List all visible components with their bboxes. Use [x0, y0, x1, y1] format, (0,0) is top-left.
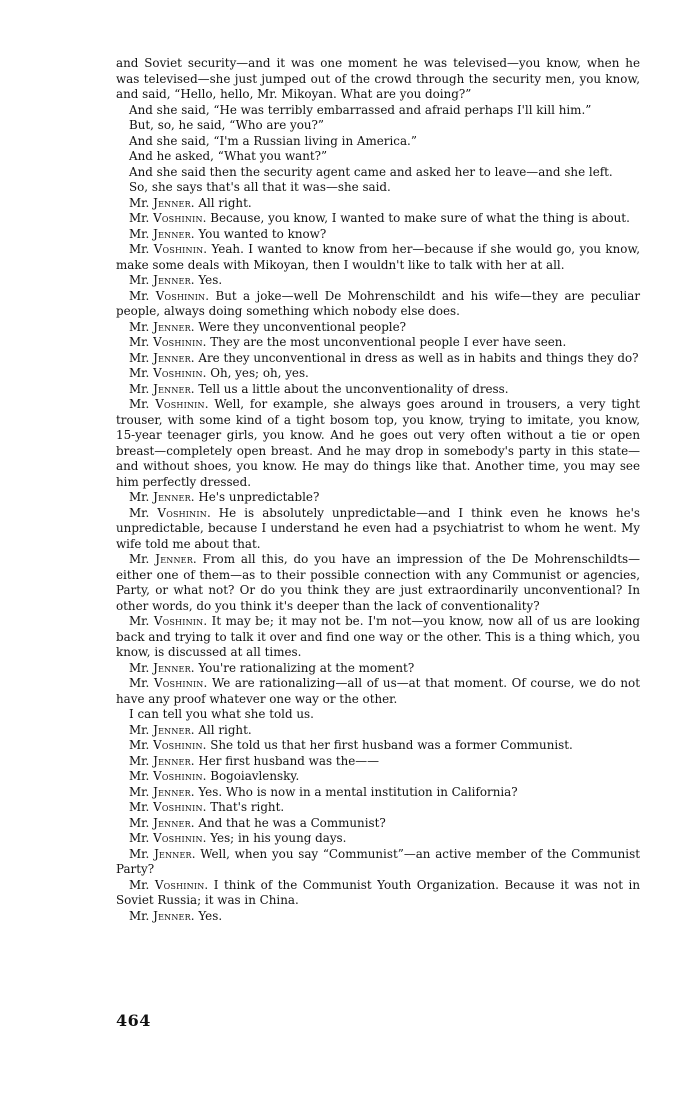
paragraph-text: He's unpredictable?	[198, 490, 320, 504]
speaker-name: Voshinin	[153, 242, 204, 256]
paragraph-text: Were they unconventional people?	[198, 319, 407, 334]
narrative-paragraph	[116, 707, 640, 723]
testimony-paragraph: Mr. Voshinin. Bogoiavlensky.	[129, 769, 300, 783]
testimony-paragraph: Mr. Voshinin. She told us that her first husband was a former Communist.	[129, 738, 573, 752]
paragraph-text: They are the most unconventional people I ever have seen.	[210, 335, 567, 349]
paragraph-text: Yes; in his young days.	[210, 831, 347, 845]
speaker-name: Voshinin	[155, 397, 205, 411]
speaker-name: Voshinin	[153, 738, 203, 752]
paragraph-text: All right.	[198, 195, 252, 210]
paragraph-text: Yes. Who is now in a mental institution in California?	[198, 784, 518, 799]
paragraph-text: Are they unconventional in dress as well as in habits and things they do?	[198, 350, 639, 365]
speaker-name: Jenner	[153, 815, 191, 830]
paragraph-text: From all this, do you have an impression of the De Mohrenschildts—either one of them—as to their possible connection with any Communist or agencies, Party, or what not? Or do you think they are just extraordinarily unconventional? In other words, do you think it's deeper than the lack of conventionality?	[116, 552, 640, 613]
paragraph-text: and Soviet security—and it was one moment he was televised—you know, when he was televised—she just jumped out of the crowd through the security men, you know, and said, “Hello, hello, Mr. Mikoyan. What are you doing?”	[116, 56, 640, 101]
speaker-name: Jenner	[153, 319, 191, 334]
paragraph-text: But, so, he said, “Who are you?”	[129, 118, 324, 132]
paragraph-text: We are rationalizing—all of us—at that moment. Of course, we do not have any proof whatever one way or the other.	[116, 676, 640, 706]
testimony-paragraph: Mr. Voshinin. Oh, yes; oh, yes.	[129, 366, 309, 380]
paragraph-text: Well, when you say “Communist”—an active member of the Communist Party?	[116, 846, 640, 876]
testimony-paragraph: Mr. Jenner. All right.	[129, 722, 252, 737]
testimony-paragraph: Mr. Voshinin. Because, you know, I wanted to make sure of what the thing is about.	[129, 211, 630, 225]
paragraph-text: And she said, “I'm a Russian living in America.”	[129, 133, 417, 148]
testimony-paragraph: Mr. Voshinin. Well, for example, she always goes around in trousers, a very tight trouser, with some kind of a tight bosom top, you know, trying to imitate, you know, 15-year teenager girls, you know. And he goes out very often without a tie or open breast—completely open breast. And he may drop in somebody's party in this state—and without shoes, you know. He may do things like that. Another time, you may see him perfectly dressed.	[116, 397, 640, 489]
testimony-paragraph: Mr. Voshinin. It may be; it may not be. I'm not—you know, now all of us are looking back and trying to talk it over and find one way or the other. This is a thing which, you know, is discussed at all times.	[116, 614, 640, 659]
speaker-name: Jenner	[153, 722, 191, 737]
testimony-paragraph: Mr. Jenner. Yes.	[129, 908, 223, 923]
speaker-name: Voshinin	[153, 335, 203, 349]
speaker-name: Jenner	[153, 490, 191, 504]
testimony-paragraph: Mr. Jenner. You wanted to know?	[129, 226, 327, 241]
paragraph-text: So, she says that's all that it was—she said.	[129, 180, 391, 194]
speaker-name: Jenner	[154, 846, 192, 861]
paragraph-text: And that he was a Communist?	[198, 815, 386, 830]
paragraph-text: He is absolutely unpredictable—and I think even he knows he's unpredictable, because I understand he even had a psychiatrist to whom he went. My wife told me about that.	[116, 505, 640, 551]
speaker-name: Jenner	[153, 273, 191, 287]
testimony-paragraph: Mr. Voshinin. They are the most unconventional people I ever have seen.	[129, 335, 567, 349]
testimony-paragraph: Mr. Voshinin. He is absolutely unpredictable—and I think even he knows he's unpredictable, because I understand he even had a psychiatrist to whom he went. My wife told me about that.	[116, 505, 640, 551]
transcript-body	[116, 56, 640, 924]
narrative-paragraph	[116, 165, 640, 181]
speaker-name: Jenner	[153, 660, 191, 675]
narrative-paragraph	[116, 149, 640, 165]
paragraph-text: And she said, “He was terribly embarrassed and afraid perhaps I'll kill him.”	[129, 102, 592, 117]
paragraph-text: Bogoiavlensky.	[210, 769, 300, 783]
testimony-paragraph: Mr. Voshinin. That's right.	[129, 800, 285, 814]
paragraph-text: Yeah. I wanted to know from her—because if she would go, you know, make some deals with Mikoyan, then I wouldn't like to talk with her at all.	[116, 242, 641, 272]
paragraph-text: And she said then the security agent came and asked her to leave—and she left.	[129, 164, 613, 179]
testimony-paragraph: Mr. Jenner. He's unpredictable?	[129, 490, 320, 504]
paragraph-text: You're rationalizing at the moment?	[198, 660, 415, 675]
testimony-paragraph: Mr. Jenner. From all this, do you have an impression of the De Mohrenschildts—either one of them—as to their possible connection with any Communist or agencies, Party, or what not? Or do you think they are just extraordinarily unconventional? In other words, do you think it's deeper than the lack of conventionality?	[116, 552, 640, 613]
narrative-paragraph	[116, 180, 640, 196]
speaker-name: Voshinin	[153, 614, 204, 628]
paragraph-text: That's right.	[210, 800, 285, 814]
speaker-name: Jenner	[153, 226, 191, 241]
speaker-name: Voshinin	[157, 505, 207, 520]
testimony-paragraph: Mr. Jenner. And that he was a Communist?	[129, 815, 386, 830]
speaker-name: Voshinin	[153, 366, 203, 380]
testimony-paragraph: Mr. Jenner. Yes. Who is now in a mental institution in California?	[129, 784, 518, 799]
narrative-paragraph	[116, 134, 640, 150]
testimony-paragraph: Mr. Jenner. Yes.	[129, 273, 223, 287]
testimony-paragraph: Mr. Jenner. Were they unconventional people?	[129, 319, 407, 334]
speaker-name: Voshinin	[153, 831, 203, 845]
paragraph-text: I think of the Communist Youth Organization. Because it was not in Soviet Russia; it was in China.	[116, 877, 640, 907]
speaker-name: Jenner	[153, 195, 191, 210]
paragraph-text: But a joke—well De Mohrenschildt and his wife—they are peculiar people, always doing something which nobody else does.	[116, 288, 641, 318]
speaker-name: Jenner	[155, 552, 193, 566]
testimony-paragraph: Mr. Voshinin. We are rationalizing—all of us—at that moment. Of course, we do not have any proof whatever one way or the other.	[116, 676, 640, 706]
paragraph-text: Yes.	[198, 273, 223, 287]
paragraph-text: Oh, yes; oh, yes.	[210, 366, 309, 380]
speaker-name: Jenner	[153, 908, 191, 923]
speaker-name: Voshinin	[153, 676, 204, 690]
speaker-name: Jenner	[153, 381, 191, 396]
testimony-paragraph: Mr. Jenner. Well, when you say “Communist”—an active member of the Communist Party?	[116, 846, 640, 876]
testimony-paragraph: Mr. Jenner. You're rationalizing at the moment?	[129, 660, 415, 675]
paragraph-text: Her first husband was the——	[198, 753, 380, 768]
paragraph-text: Yes.	[198, 908, 223, 923]
narrative-paragraph	[116, 118, 640, 134]
paragraph-text: Tell us a little about the unconventionality of dress.	[198, 381, 509, 396]
paragraph-text: And he asked, “What you want?”	[129, 149, 328, 163]
testimony-paragraph: Mr. Voshinin. Yeah. I wanted to know from her—because if she would go, you know, make some deals with Mikoyan, then I wouldn't like to talk with her at all.	[116, 242, 641, 272]
narrative-paragraph	[116, 103, 640, 119]
testimony-paragraph: Mr. Jenner. All right.	[129, 195, 252, 210]
page-number: 464	[116, 1011, 151, 1030]
testimony-paragraph: Mr. Jenner. Tell us a little about the unconventionality of dress.	[129, 381, 509, 396]
speaker-name: Voshinin	[153, 211, 203, 225]
speaker-name: Voshinin	[153, 769, 203, 783]
speaker-name: Voshinin	[154, 877, 205, 892]
testimony-paragraph: Mr. Voshinin. But a joke—well De Mohrenschildt and his wife—they are peculiar people, always doing something which nobody else does.	[116, 288, 641, 318]
paragraph-text: It may be; it may not be. I'm not—you know, now all of us are looking back and trying to talk it over and find one way or the other. This is a thing which, you know, is discussed at all times.	[116, 614, 640, 659]
narrative-paragraph	[116, 56, 640, 103]
paragraph-text: I can tell you what she told us.	[129, 707, 314, 721]
testimony-paragraph: Mr. Voshinin. I think of the Communist Youth Organization. Because it was not in Soviet Russia; it was in China.	[116, 877, 640, 907]
paragraph-text: All right.	[198, 722, 252, 737]
paragraph-text: She told us that her first husband was a former Communist.	[210, 738, 573, 752]
speaker-name: Jenner	[153, 753, 191, 768]
speaker-name: Jenner	[153, 784, 191, 799]
speaker-name: Jenner	[153, 350, 191, 365]
paragraph-text: Because, you know, I wanted to make sure of what the thing is about.	[210, 211, 630, 225]
paragraph-text: Well, for example, she always goes around in trousers, a very tight trouser, with some kind of a tight bosom top, you know, trying to imitate, you know, 15-year teenager girls, you know. And he goes out very often without a tie or open breast—completely open breast. And he may drop in somebody's party in this state—and without shoes, you know. He may do things like that. Another time, you may see him perfectly dressed.	[116, 397, 640, 489]
speaker-name: Voshinin	[155, 288, 206, 303]
testimony-paragraph: Mr. Jenner. Her first husband was the——	[129, 753, 380, 768]
testimony-paragraph: Mr. Jenner. Are they unconventional in dress as well as in habits and things they do?	[129, 350, 639, 365]
speaker-name: Voshinin	[153, 800, 203, 814]
testimony-paragraph: Mr. Voshinin. Yes; in his young days.	[129, 831, 347, 845]
paragraph-text: You wanted to know?	[198, 226, 327, 241]
